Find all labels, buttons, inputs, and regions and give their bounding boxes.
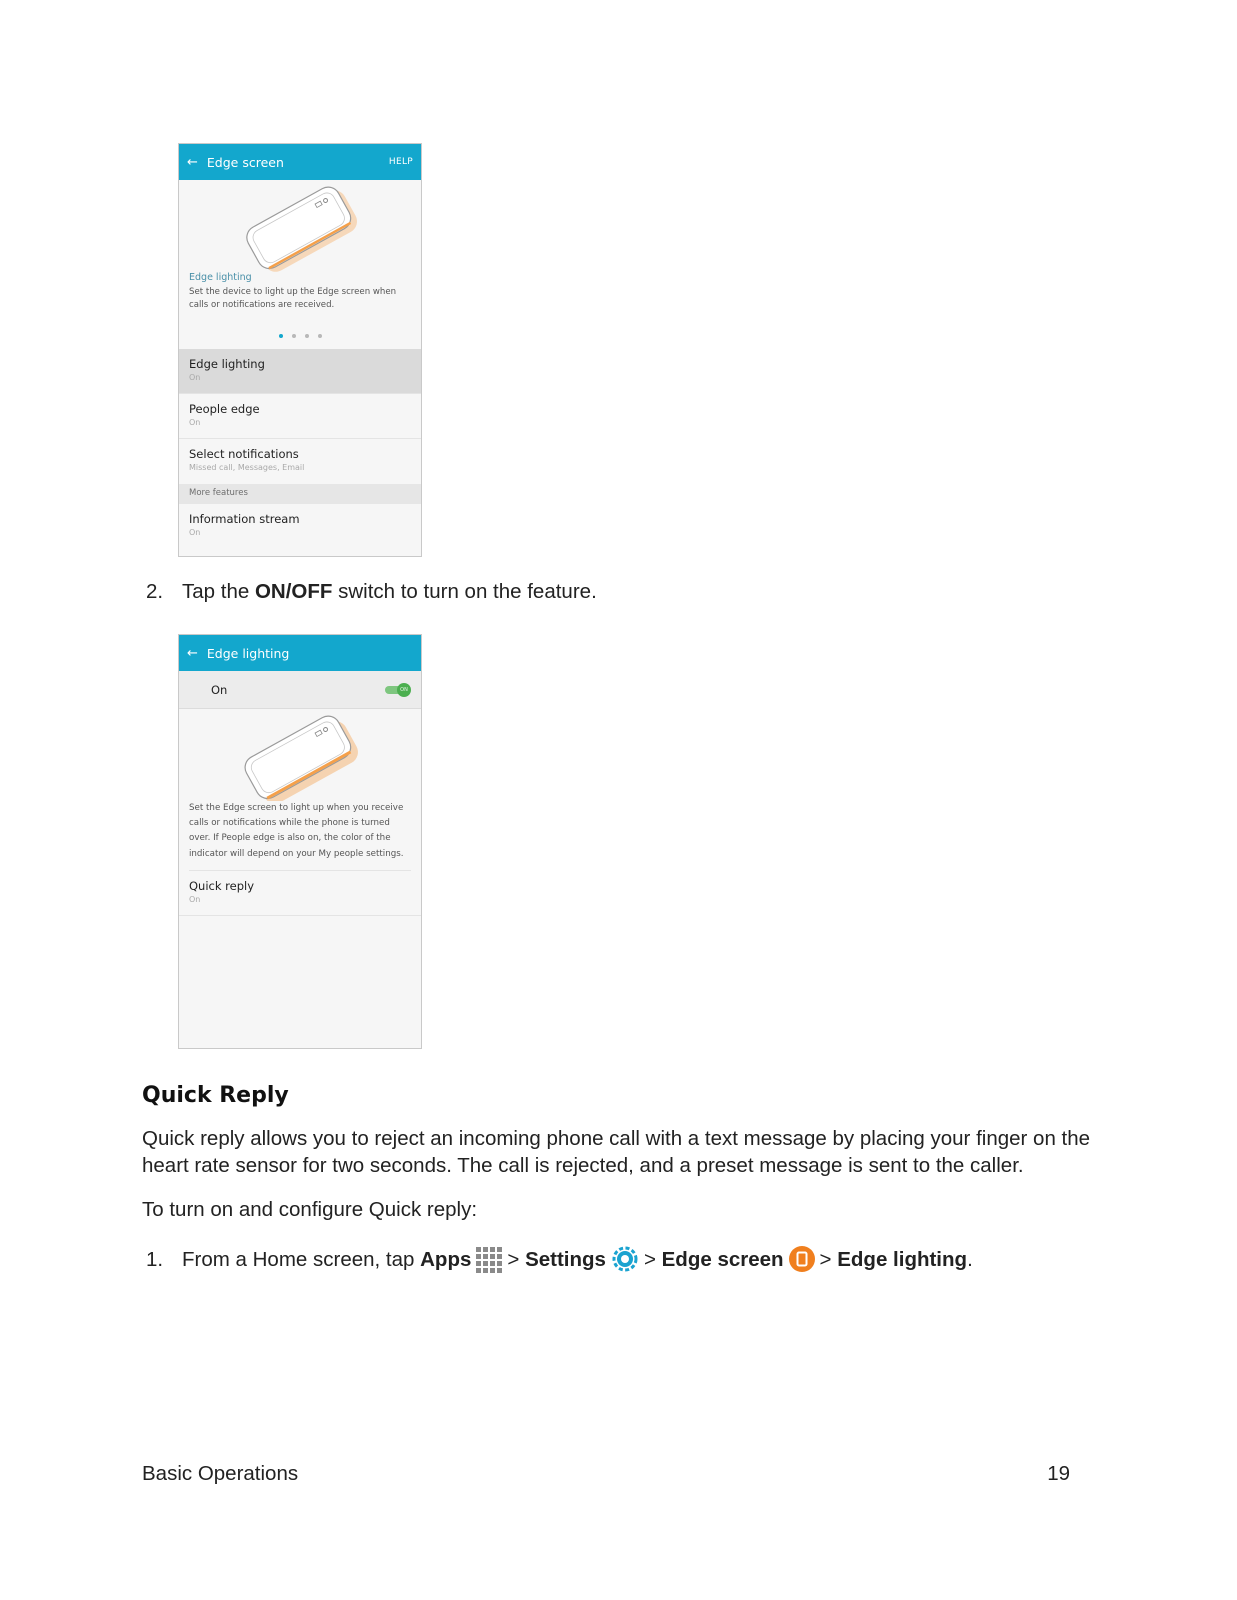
list-item-subtitle: On (189, 418, 201, 427)
back-arrow-icon[interactable]: ← (187, 645, 198, 661)
edge-lighting-screenshot (178, 634, 422, 1049)
list-item-subtitle: On (189, 894, 201, 904)
list-item-title: Edge lighting (189, 357, 265, 371)
page-number: 19 (1047, 1462, 1070, 1485)
caption-text: Set the device to light up the Edge screen when calls or notifications are received. (189, 287, 397, 310)
step-2 (146, 580, 597, 604)
page-dot (305, 334, 309, 338)
page-dot (292, 334, 296, 338)
apps-grid-icon (474, 1245, 504, 1275)
section-paragraph: Quick reply allows you to reject an incoming phone call with a text message by placing your finger on the heart rate sensor for two seconds. The call is rejected, and a preset message is sent to the caller. (142, 1127, 1091, 1177)
period: . (967, 1248, 973, 1271)
page-dot-active (279, 334, 283, 338)
settings-label: Settings (525, 1248, 606, 1271)
section-header: More features (179, 484, 421, 504)
edge-screen-screenshot (178, 143, 422, 557)
section-heading: Quick Reply (142, 1083, 289, 1108)
app-bar-title: Edge lighting (206, 645, 290, 661)
list-item-subtitle: On (189, 528, 201, 537)
list-item-quick-reply[interactable] (179, 871, 421, 916)
list-item-title: Select notifications (189, 447, 299, 461)
separator: > (507, 1248, 520, 1271)
edge-lighting-label: Edge lighting (837, 1248, 968, 1271)
edge-screen-label: Edge screen (661, 1248, 784, 1271)
list-item-information-stream[interactable] (179, 504, 421, 549)
separator: > (819, 1248, 832, 1271)
separator: > (643, 1248, 656, 1271)
edge-screen-icon (787, 1245, 817, 1275)
on-off-toggle[interactable] (385, 683, 411, 697)
list-item-subtitle: Missed call, Messages, Email (189, 463, 305, 472)
app-bar (179, 144, 421, 180)
feature-description: Set the Edge screen to light up when you receive calls or notifications while the phone is turned over. If People edge is also on, the color of the indicator will depend on your My people settings. (189, 801, 411, 871)
step-number: 2. (146, 580, 164, 603)
step-number: 1. (146, 1248, 164, 1271)
list-item-title: Quick reply (189, 878, 255, 893)
list-item-subtitle: On (189, 373, 201, 382)
step-text-before: Tap the (182, 580, 255, 603)
settings-gear-icon (609, 1244, 641, 1276)
app-bar-title: Edge screen (206, 154, 284, 170)
footer-section-name: Basic Operations (142, 1462, 299, 1485)
phone-edge-illustration (179, 180, 421, 272)
step-1 (146, 1244, 973, 1276)
help-button[interactable]: HELP (388, 157, 413, 167)
page-dot (318, 334, 322, 338)
list-item-select-notifications[interactable] (179, 439, 421, 484)
step-text-after: switch to turn on the feature. (332, 580, 597, 603)
caption-title: Edge lighting (189, 272, 252, 283)
section-intro: To turn on and configure Quick reply: (142, 1198, 478, 1221)
phone-edge-illustration (179, 709, 421, 801)
on-off-label: ON/OFF (254, 580, 333, 603)
list-item-title: People edge (189, 402, 260, 416)
toggle-knob: ON (397, 683, 411, 697)
list-item-edge-lighting[interactable] (179, 349, 421, 394)
list-item-people-edge[interactable] (179, 394, 421, 439)
apps-label: Apps (420, 1248, 472, 1271)
list-item-title: Information stream (189, 512, 300, 526)
back-arrow-icon[interactable]: ← (187, 154, 198, 170)
step-text (182, 580, 597, 604)
on-label: On (211, 682, 228, 697)
master-switch-row[interactable] (179, 671, 421, 709)
app-bar (179, 635, 421, 671)
step-text-before: From a Home screen, tap (182, 1248, 421, 1271)
